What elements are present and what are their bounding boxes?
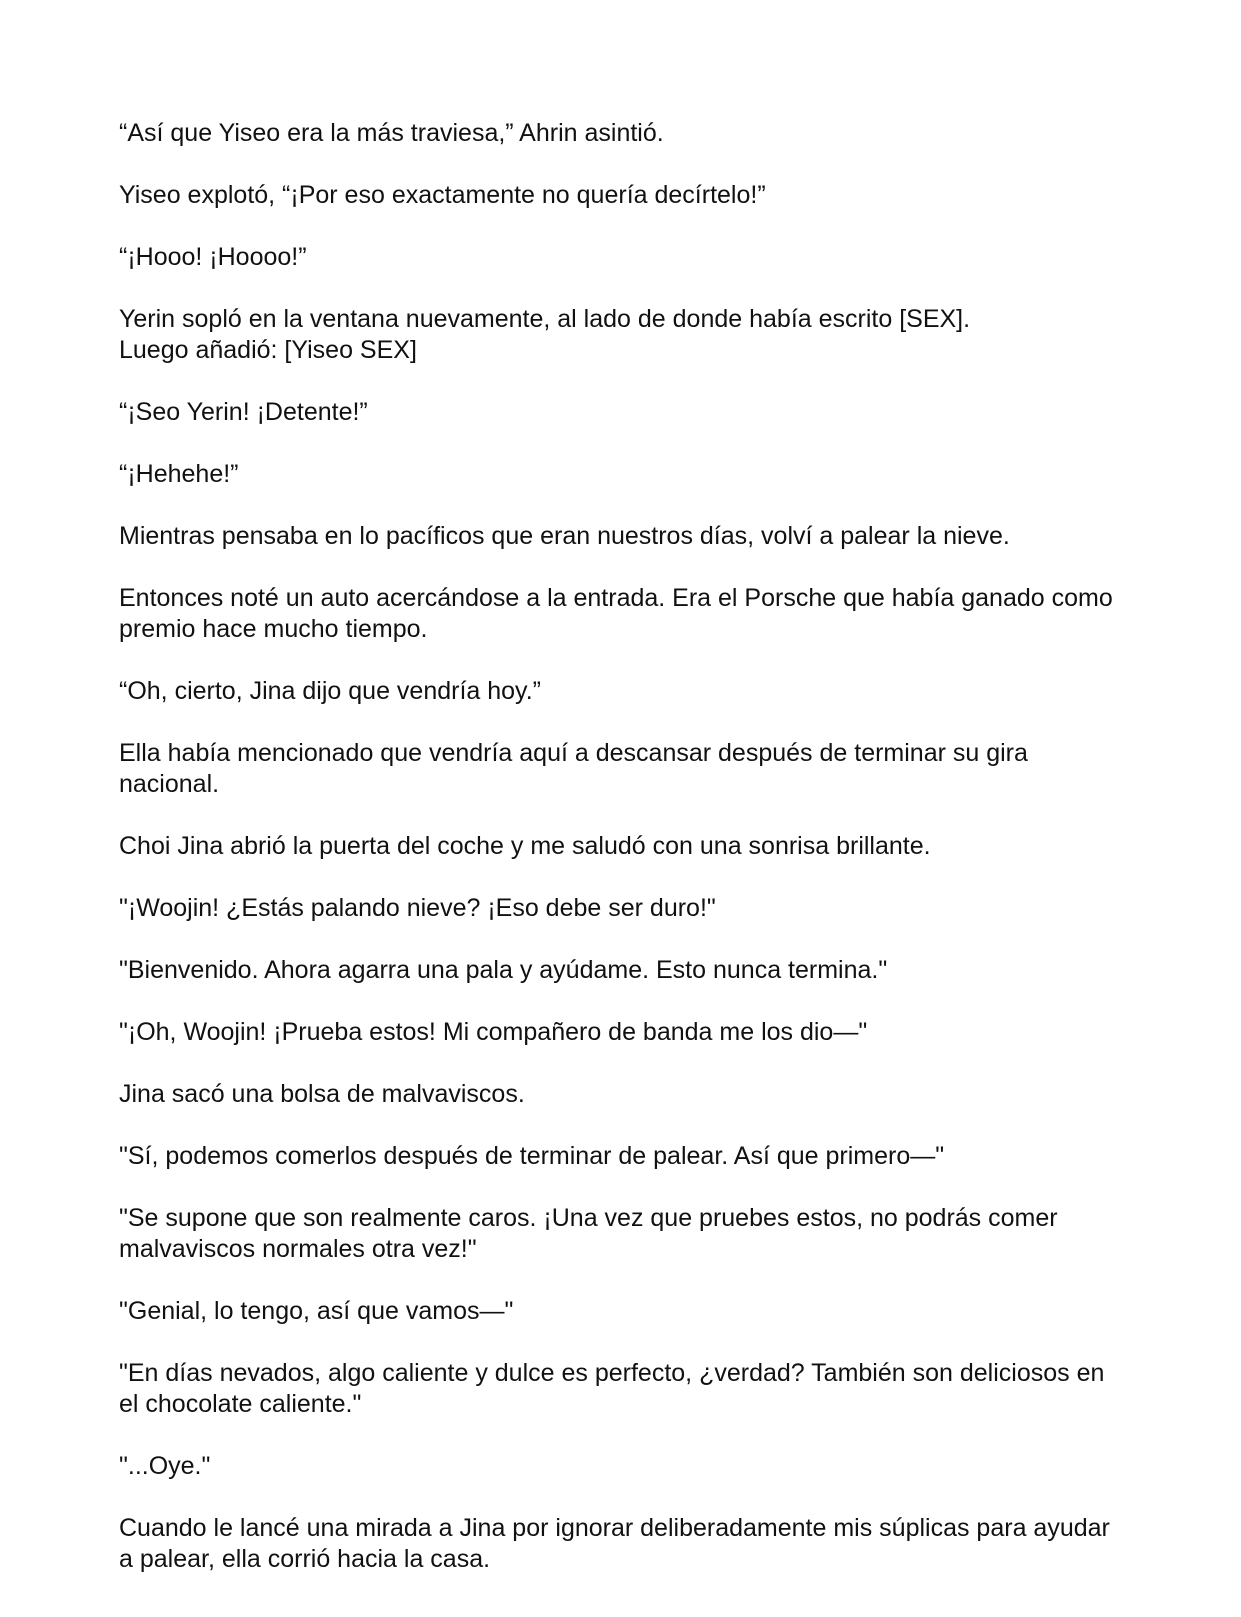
paragraph: Yerin sopló en la ventana nuevamente, al lado de donde había escrito [SEX]. Luego añadió: [Yiseo SEX] <box>119 305 971 364</box>
paragraph: “¡Hehehe!” <box>119 460 239 488</box>
paragraph: "Genial, lo tengo, así que vamos—" <box>119 1297 514 1325</box>
paragraph: Entonces noté un auto acercándose a la entrada. Era el Porsche que había ganado como premio hace mucho tiempo. <box>119 584 1113 643</box>
paragraph: “Oh, cierto, Jina dijo que vendría hoy.” <box>119 677 541 705</box>
paragraph: “¡Seo Yerin! ¡Detente!” <box>119 398 368 426</box>
paragraph: Mientras pensaba en lo pacíficos que eran nuestros días, volví a palear la nieve. <box>119 522 1010 550</box>
paragraph: Jina sacó una bolsa de malvaviscos. <box>119 1080 525 1108</box>
paragraph: "Se supone que son realmente caros. ¡Una vez que pruebes estos, no podrás comer malvaviscos normales otra vez!" <box>119 1204 1058 1263</box>
paragraph: "...Oye." <box>119 1452 211 1480</box>
document-body <box>119 118 1129 1575</box>
paragraph: “Así que Yiseo era la más traviesa,” Ahrin asintió. <box>119 119 664 147</box>
paragraph: "Bienvenido. Ahora agarra una pala y ayúdame. Esto nunca termina." <box>119 956 888 984</box>
paragraph: Choi Jina abrió la puerta del coche y me saludó con una sonrisa brillante. <box>119 832 931 860</box>
paragraph: "Sí, podemos comerlos después de terminar de palear. Así que primero—" <box>119 1142 945 1170</box>
paragraph: "¡Woojin! ¿Estás palando nieve? ¡Eso debe ser duro!" <box>119 894 716 922</box>
paragraph: "En días nevados, algo caliente y dulce es perfecto, ¿verdad? También son deliciosos en el chocolate caliente." <box>119 1359 1105 1418</box>
paragraph: Yiseo explotó, “¡Por eso exactamente no quería decírtelo!” <box>119 181 766 209</box>
paragraph: “¡Hooo! ¡Hoooo!” <box>119 243 307 271</box>
paragraph: "¡Oh, Woojin! ¡Prueba estos! Mi compañero de banda me los dio—" <box>119 1018 868 1046</box>
paragraph: Cuando le lancé una mirada a Jina por ignorar deliberadamente mis súplicas para ayudar a palear, ella corrió hacia la casa. <box>119 1514 1110 1573</box>
paragraph: Ella había mencionado que vendría aquí a descansar después de terminar su gira nacional. <box>119 739 1028 798</box>
